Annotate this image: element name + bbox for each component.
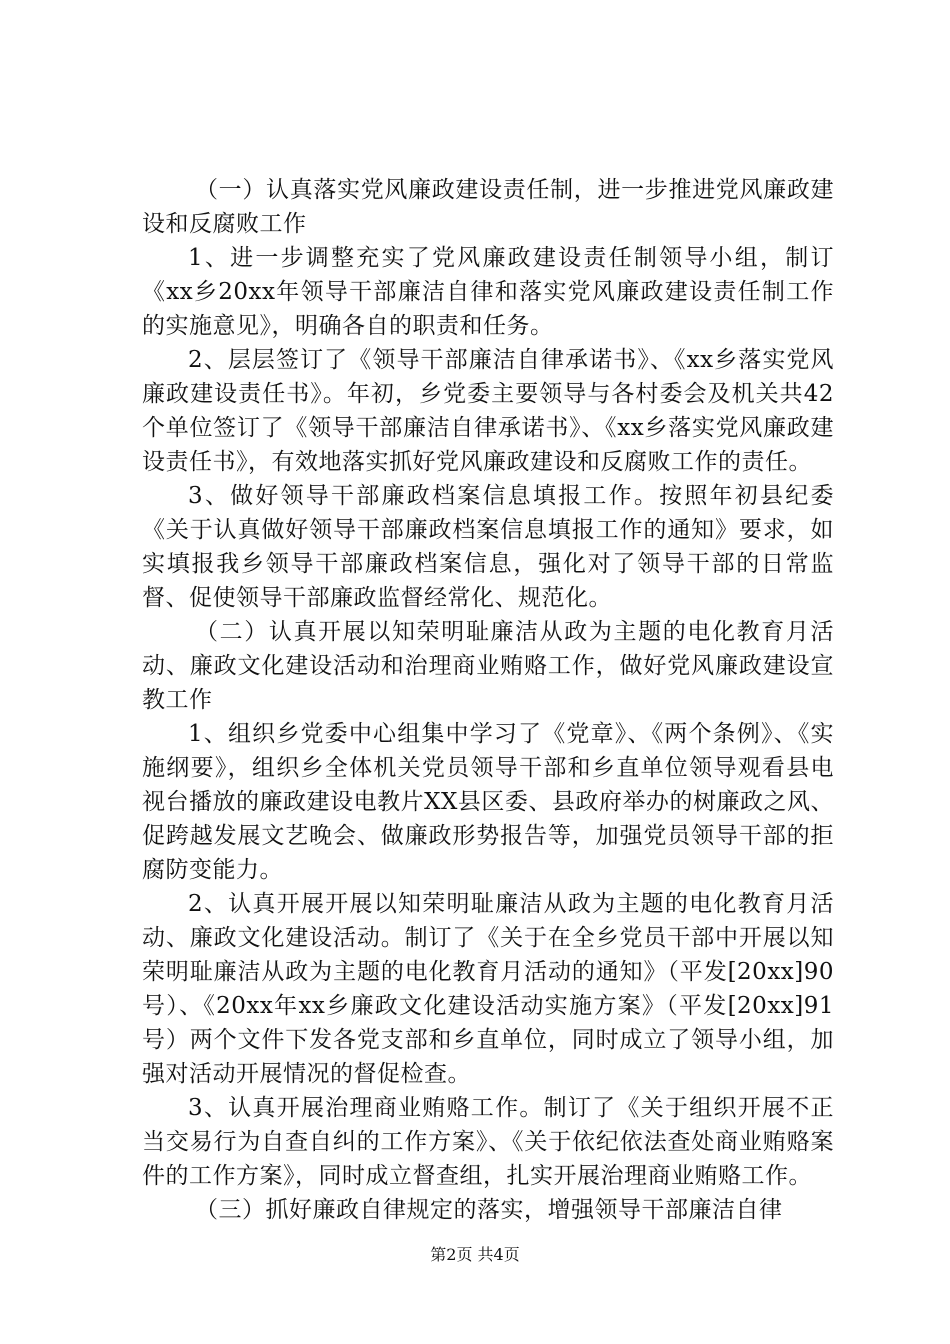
document-body (142, 173, 834, 1227)
section-heading-2: （二）认真开展以知荣明耻廉洁从政为主题的电化教育月活动、廉政文化建设活动和治理商业贿赂工作，做好党风廉政建设宣教工作 (142, 619, 834, 713)
section-heading-1: （一）认真落实党风廉政建设责任制，进一步推进党风廉政建设和反腐败工作 (142, 177, 834, 237)
paragraph-item-2-1: 1、组织乡党委中心组集中学习了《党章》、《两个条例》、《实施纲要》，组织乡全体机关党员领导干部和乡直单位领导观看县电视台播放的廉政建设电教片XX县区委、县政府举办的树廉政之风、促跨越发展文艺晚会、做廉政形势报告等，加强党员领导干部的拒腐防变能力。 (142, 721, 834, 883)
paragraph-item-1-2: 2、层层签订了《领导干部廉洁自律承诺书》、《xx乡落实党风廉政建设责任书》。年初，乡党委主要领导与各村委会及机关共42个单位签订了《领导干部廉洁自律承诺书》、《xx乡落实党风廉政建设责任书》，有效地落实抓好党风廉政建设和反腐败工作的责任。 (142, 347, 834, 475)
paragraph-item-2-2: 2、认真开展开展以知荣明耻廉洁从政为主题的电化教育月活动、廉政文化建设活动。制订了《关于在全乡党员干部中开展以知荣明耻廉洁从政为主题的电化教育月活动的通知》（平发[20xx]90号）、《20xx年xx乡廉政文化建设活动实施方案》（平发[20xx]91号）两个文件下发各党支部和乡直单位，同时成立了领导小组，加强对活动开展情况的督促检查。 (142, 891, 834, 1087)
paragraph-item-2-3: 3、认真开展治理商业贿赂工作。制订了《关于组织开展不正当交易行为自查自纠的工作方案》、《关于依纪依法查处商业贿赂案件的工作方案》，同时成立督查组，扎实开展治理商业贿赂工作。 (142, 1095, 834, 1189)
page-footer: 第2页 共4页 (430, 1245, 520, 1264)
paragraph-item-1-3: 3、做好领导干部廉政档案信息填报工作。按照年初县纪委《关于认真做好领导干部廉政档案信息填报工作的通知》要求，如实填报我乡领导干部廉政档案信息，强化对了领导干部的日常监督、促使领导干部廉政监督经常化、规范化。 (142, 483, 834, 611)
section-heading-3: （三）抓好廉政自律规定的落实，增强领导干部廉洁自律 (195, 1197, 783, 1223)
paragraph-item-1-1: 1、进一步调整充实了党风廉政建设责任制领导小组，制订《xx乡20xx年领导干部廉洁自律和落实党风廉政建设责任制工作的实施意见》，明确各自的职责和任务。 (142, 245, 834, 339)
